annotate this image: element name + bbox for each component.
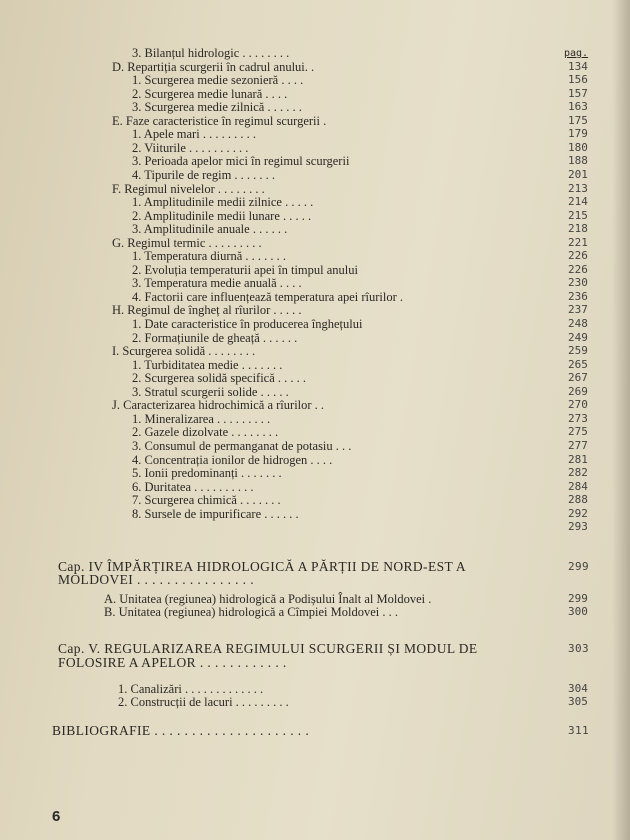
chapter-iv-title-cont-text: MOLDOVEI . . . . . . . . . . . . . . . . — [58, 572, 254, 587]
toc-entry-text: 3. Stratul scurgerii solide . . . . . — [132, 384, 289, 399]
bibliography-entry-text: BIBLIOGRAFIE . . . . . . . . . . . . . . . . . . . . . — [52, 723, 310, 738]
toc-trailing-page-page: 293 — [568, 520, 588, 534]
toc-entry-text: 2. Gazele dizolvate . . . . . . . . — [132, 425, 279, 440]
toc-entry-text: 8. Sursele de impurificare . . . . . . — [132, 506, 299, 521]
toc-entry-text: 2. Scurgerea medie lunară . . . . — [132, 86, 288, 101]
toc-entry-text: 3. Amplitudinile anuale . . . . . . — [132, 222, 288, 237]
toc-entry-text: 4. Factorii care influențează temperatura apei rîurilor . — [132, 289, 404, 304]
toc-entry-page: 134 — [568, 59, 588, 73]
toc-entry-page: 221 — [568, 235, 588, 249]
chapter-v-title-text: Cap. V. REGULARIZAREA REGIMULUI SCURGERII ȘI MODUL DE — [58, 641, 478, 656]
toc-entry-page: 275 — [568, 425, 588, 439]
chapter-iv-entry-text: A. Unitatea (regiunea) hidrologică a Podișului Înalt al Moldovei . — [104, 592, 432, 606]
toc-entry-page: 214 — [568, 195, 588, 209]
toc-entry-text: 4. Concentrația ionilor de hidrogen . . . . — [132, 452, 333, 467]
toc-entry-page: 237 — [568, 303, 588, 317]
toc-entry-page: 267 — [568, 371, 588, 385]
toc-entry-text: 5. Ionii predominanți . . . . . . . — [132, 466, 282, 481]
chapter-iv-title-text: Cap. IV ÎMPĂRȚIREA HIDROLOGICĂ A PĂRȚII DE NORD-EST A — [58, 559, 467, 574]
toc-entry-page: 269 — [568, 384, 588, 398]
chapter-iv-title-page: 299 — [568, 560, 590, 573]
chapter-iv-entry-page: 299 — [568, 592, 588, 605]
toc-entry-page: 179 — [568, 127, 588, 141]
toc-entry-text: 2. Scurgerea solidă specifică . . . . . — [132, 371, 307, 386]
toc-entry-text: G. Regimul termic . . . . . . . . . — [112, 235, 262, 250]
toc-entry-text: D. Repartiția scurgerii în cadrul anului. . — [112, 59, 315, 74]
toc-entry-page: 248 — [568, 317, 588, 330]
toc-entry-page: 213 — [568, 181, 588, 195]
toc-entry-text: 2. Amplitudinile medii lunare . . . . . — [132, 208, 312, 223]
toc-entry-text: 3. Temperatura medie anuală . . . . — [132, 276, 302, 291]
toc-entry-text: 6. Duritatea . . . . . . . . . . — [132, 479, 254, 494]
toc-entry-text: H. Regimul de îngheț al rîurilor . . . . . — [112, 303, 302, 318]
toc-entry-text: E. Faze caracteristice în regimul scurgerii . — [112, 113, 327, 128]
page-edge-shadow — [612, 0, 630, 840]
toc-entry-page: 282 — [568, 466, 588, 480]
toc-entry-text: 1. Scurgerea medie sezonieră . . . . — [132, 73, 304, 88]
toc-entry-page: 157 — [568, 86, 588, 100]
toc-entry-page: 163 — [568, 100, 588, 114]
toc-entry-page: 273 — [568, 411, 588, 425]
toc-entry-text: F. Regimul nivelelor . . . . . . . . — [112, 181, 265, 196]
toc-entry-page: 180 — [568, 140, 588, 154]
toc-entry-page: 218 — [568, 222, 588, 236]
toc-entry-page: 201 — [568, 167, 588, 181]
chapter-v-entry-page: 304 — [568, 682, 588, 695]
bibliography-entry-page: 311 — [568, 724, 590, 737]
chapter-v-title-page: 303 — [568, 642, 590, 655]
toc-entry-text: 3. Bilanțul hidrologic . . . . . . . . — [132, 46, 290, 60]
toc-entry-text: 7. Scurgerea chimică . . . . . . . — [132, 493, 281, 508]
chapter-v-entry-text: 1. Canalizări . . . . . . . . . . . . . — [118, 682, 264, 696]
toc-entry-page: 259 — [568, 344, 588, 358]
toc-entry-page: 281 — [568, 452, 588, 466]
toc-entry-text: 3. Perioada apelor mici în regimul scurgerii — [132, 154, 350, 169]
chapter-iv-entry-text: B. Unitatea (regiunea) hidrologică a Cîmpiei Moldovei . . . — [104, 605, 399, 619]
toc-entry-text: 1. Apele mari . . . . . . . . . — [132, 127, 256, 142]
toc-entry-text: 2. Formațiunile de gheață . . . . . . — [132, 330, 298, 345]
toc-entry-text: 1. Temperatura diurnă . . . . . . . — [132, 249, 287, 264]
toc-entry-text: 3. Scurgerea medie zilnică . . . . . . — [132, 100, 302, 115]
toc-entry-text: 1. Amplitudinile medii zilnice . . . . . — [132, 195, 314, 210]
page-number: 6 — [52, 808, 61, 825]
toc-entry-page: 226 — [568, 262, 588, 276]
chapter-v-title-cont-text: FOLOSIRE A APELOR . . . . . . . . . . . . — [58, 655, 287, 670]
chapter-v-entry-page: 305 — [568, 695, 588, 708]
toc-entry-text: 2. Evoluția temperaturii apei în timpul anului — [132, 262, 358, 277]
chapter-v-entry-text: 2. Construcții de lacuri . . . . . . . . . — [118, 695, 289, 709]
toc-entry-page: 288 — [568, 493, 588, 507]
toc-entry-page: 270 — [568, 398, 588, 412]
toc-entry-text: 1. Mineralizarea . . . . . . . . . — [132, 411, 271, 426]
toc-entry-page: 230 — [568, 276, 588, 290]
toc-entry-text: J. Caracterizarea hidrochimică a rîurilor . . — [112, 398, 325, 413]
toc-entry-page: 175 — [568, 113, 588, 127]
toc-entry-page: 236 — [568, 289, 588, 303]
toc-entry-page: 249 — [568, 330, 588, 344]
toc-entry-page: 188 — [568, 154, 588, 168]
toc-entry-page: 277 — [568, 438, 588, 452]
toc-entry-page: 156 — [568, 73, 588, 87]
toc-entry-page: 215 — [568, 208, 588, 222]
toc-entry-text: 1. Date caracteristice în producerea înghețului — [132, 317, 363, 331]
toc-entry-text: 1. Turbiditatea medie . . . . . . . — [132, 357, 283, 372]
toc-entry-page: 292 — [568, 506, 588, 520]
page-column-label: pag. — [564, 48, 589, 59]
toc-entry-text: 3. Consumul de permanganat de potasiu . . . — [132, 438, 352, 453]
toc-entry-page: 284 — [568, 479, 588, 493]
toc-entry-page: 226 — [568, 249, 588, 263]
toc-entry-text: I. Scurgerea solidă . . . . . . . . — [112, 344, 256, 359]
toc-entry-text: 2. Viiturile . . . . . . . . . . — [132, 140, 249, 155]
chapter-iv-entry-page: 300 — [568, 605, 588, 618]
toc-entry-page: 265 — [568, 357, 588, 371]
toc-entry-text: 4. Tipurile de regim . . . . . . . — [132, 167, 276, 182]
